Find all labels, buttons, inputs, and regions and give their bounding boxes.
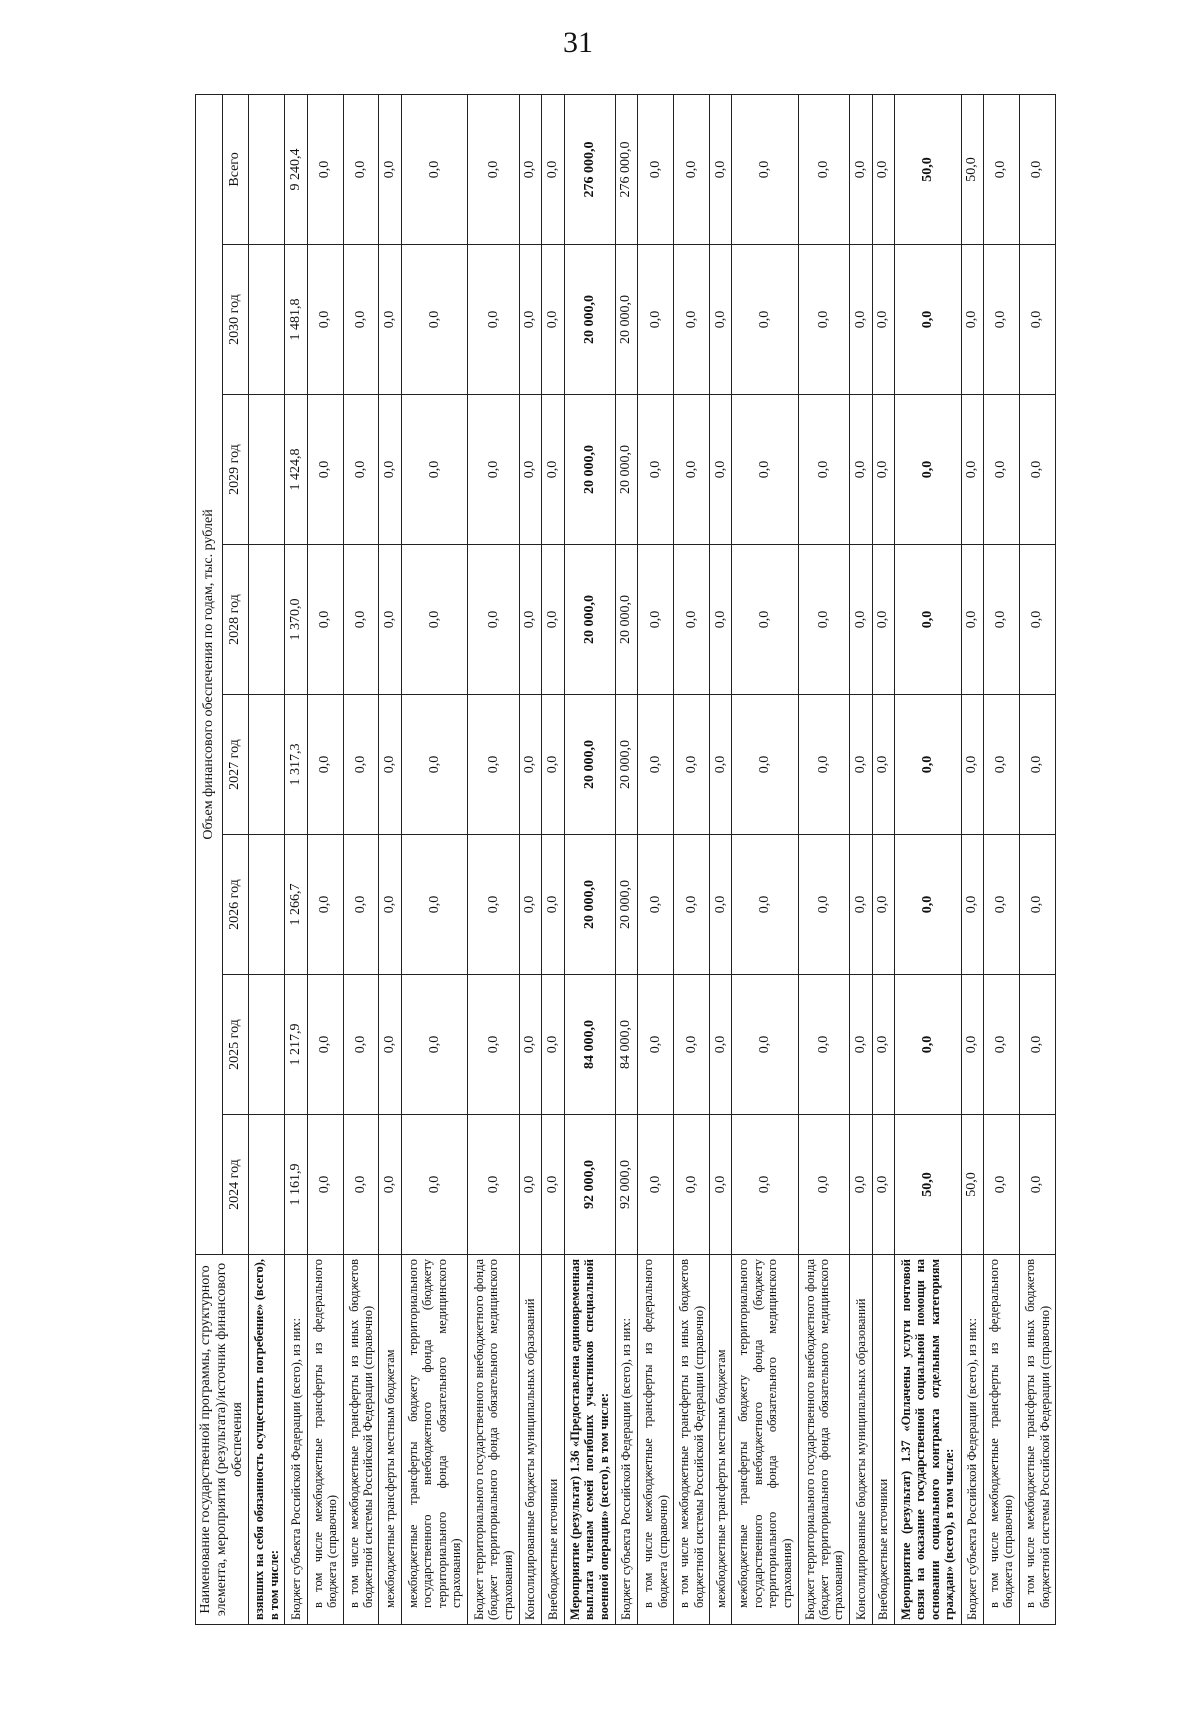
value-cell: 0,0 xyxy=(732,1115,799,1255)
header-year: 2027 год xyxy=(222,695,249,835)
value-cell: 0,0 xyxy=(519,695,541,835)
row-label: в том числе межбюджетные трансферты из иных бюджетов бюджетной системы Российской Федерации (справочно) xyxy=(1019,1255,1055,1625)
table-row xyxy=(401,94,468,1624)
value-cell xyxy=(249,835,285,975)
row-label: Внебюджетные источники xyxy=(542,1255,564,1625)
value-cell: 0,0 xyxy=(732,395,799,545)
value-cell: 0,0 xyxy=(1019,245,1055,395)
table-row xyxy=(542,94,564,1624)
value-cell: 0,0 xyxy=(961,545,983,695)
value-cell: 0,0 xyxy=(984,395,1020,545)
value-cell: 0,0 xyxy=(850,245,872,395)
value-cell: 0,0 xyxy=(343,695,379,835)
table-row xyxy=(850,94,872,1624)
row-label: взявших на себя обязанность осуществить погребение» (всего), в том числе: xyxy=(249,1255,285,1625)
value-cell: 0,0 xyxy=(895,395,962,545)
value-cell: 0,0 xyxy=(638,835,674,975)
value-cell: 0,0 xyxy=(307,94,343,244)
value-cell: 0,0 xyxy=(872,835,894,975)
value-cell: 0,0 xyxy=(542,545,564,695)
page-number: 31 xyxy=(563,26,593,59)
value-cell: 0,0 xyxy=(872,545,894,695)
value-cell: 276 000,0 xyxy=(564,94,615,244)
table-row xyxy=(895,94,962,1624)
row-label: Бюджет субъекта Российской Федерации (всего), из них: xyxy=(615,1255,637,1625)
header-row-1 xyxy=(196,94,223,1624)
value-cell: 0,0 xyxy=(872,695,894,835)
value-cell: 0,0 xyxy=(468,975,519,1115)
value-cell: 0,0 xyxy=(710,835,732,975)
row-label: в том числе межбюджетные трансферты из иных бюджетов бюджетной системы Российской Федерации (справочно) xyxy=(674,1255,710,1625)
value-cell: 0,0 xyxy=(984,94,1020,244)
value-cell: 0,0 xyxy=(379,245,401,395)
value-cell: 0,0 xyxy=(850,545,872,695)
value-cell: 20 000,0 xyxy=(564,395,615,545)
table-row xyxy=(798,94,849,1624)
value-cell: 20 000,0 xyxy=(615,835,637,975)
value-cell: 0,0 xyxy=(542,975,564,1115)
value-cell: 0,0 xyxy=(307,975,343,1115)
value-cell: 0,0 xyxy=(895,835,962,975)
row-label: межбюджетные трансферты бюджету территориального государственного внебюджетного фонда (бюджету территориального фонда обязательного медицинского страхования) xyxy=(401,1255,468,1625)
value-cell: 0,0 xyxy=(798,975,849,1115)
value-cell: 1 317,3 xyxy=(285,695,307,835)
value-cell: 0,0 xyxy=(542,94,564,244)
value-cell: 0,0 xyxy=(710,245,732,395)
value-cell: 0,0 xyxy=(638,695,674,835)
value-cell: 0,0 xyxy=(850,695,872,835)
value-cell: 0,0 xyxy=(519,395,541,545)
value-cell: 0,0 xyxy=(307,395,343,545)
value-cell: 0,0 xyxy=(961,835,983,975)
value-cell: 0,0 xyxy=(401,835,468,975)
value-cell: 0,0 xyxy=(1019,695,1055,835)
table-row xyxy=(343,94,379,1624)
value-cell: 0,0 xyxy=(519,975,541,1115)
value-cell: 0,0 xyxy=(674,545,710,695)
value-cell: 0,0 xyxy=(984,545,1020,695)
value-cell: 0,0 xyxy=(895,695,962,835)
value-cell: 0,0 xyxy=(732,245,799,395)
value-cell: 0,0 xyxy=(1019,1115,1055,1255)
value-cell: 20 000,0 xyxy=(615,695,637,835)
value-cell: 0,0 xyxy=(307,1115,343,1255)
table-row xyxy=(285,94,307,1624)
value-cell: 0,0 xyxy=(401,245,468,395)
header-year: 2030 год xyxy=(222,245,249,395)
value-cell: 20 000,0 xyxy=(564,835,615,975)
value-cell: 0,0 xyxy=(343,975,379,1115)
value-cell: 0,0 xyxy=(674,695,710,835)
value-cell: 0,0 xyxy=(379,1115,401,1255)
row-label: в том числе межбюджетные трансферты из федерального бюджета (справочно) xyxy=(984,1255,1020,1625)
header-year: 2026 год xyxy=(222,835,249,975)
value-cell: 0,0 xyxy=(468,94,519,244)
value-cell: 0,0 xyxy=(638,975,674,1115)
value-cell: 0,0 xyxy=(401,695,468,835)
value-cell: 0,0 xyxy=(1019,545,1055,695)
value-cell: 0,0 xyxy=(1019,975,1055,1115)
row-label: в том числе межбюджетные трансферты из федерального бюджета (справочно) xyxy=(307,1255,343,1625)
value-cell: 20 000,0 xyxy=(564,245,615,395)
value-cell: 0,0 xyxy=(984,975,1020,1115)
value-cell: 0,0 xyxy=(798,245,849,395)
value-cell: 50,0 xyxy=(895,94,962,244)
value-cell: 0,0 xyxy=(961,695,983,835)
value-cell: 0,0 xyxy=(984,695,1020,835)
table-row xyxy=(638,94,674,1624)
value-cell: 0,0 xyxy=(307,245,343,395)
value-cell: 50,0 xyxy=(895,1115,962,1255)
value-cell: 0,0 xyxy=(638,94,674,244)
table-row xyxy=(674,94,710,1624)
row-label: в том числе межбюджетные трансферты из федерального бюджета (справочно) xyxy=(638,1255,674,1625)
value-cell: 0,0 xyxy=(872,245,894,395)
value-cell: 0,0 xyxy=(379,94,401,244)
value-cell: 0,0 xyxy=(674,1115,710,1255)
row-label: Мероприятие (результат) 1.37 «Оплачены услуги почтовой связи на оказание государственной социальной помощи на основании социального контракта отдельным категориям граждан» (всего), в том числе: xyxy=(895,1255,962,1625)
header-year: 2025 год xyxy=(222,975,249,1115)
value-cell: 1 217,9 xyxy=(285,975,307,1115)
value-cell: 0,0 xyxy=(872,1115,894,1255)
value-cell: 0,0 xyxy=(732,695,799,835)
row-label: Бюджет субъекта Российской Федерации (всего), из них: xyxy=(961,1255,983,1625)
table-row xyxy=(379,94,401,1624)
table-row xyxy=(468,94,519,1624)
value-cell: 0,0 xyxy=(401,545,468,695)
header-year: Всего xyxy=(222,94,249,244)
value-cell xyxy=(249,545,285,695)
value-cell: 20 000,0 xyxy=(615,395,637,545)
header-group: Объем финансового обеспечения по годам, тыс. рублей xyxy=(196,94,223,1254)
table-row xyxy=(1019,94,1055,1624)
value-cell: 0,0 xyxy=(379,395,401,545)
table-row xyxy=(732,94,799,1624)
value-cell: 0,0 xyxy=(984,245,1020,395)
value-cell: 20 000,0 xyxy=(564,695,615,835)
value-cell: 0,0 xyxy=(798,695,849,835)
value-cell: 0,0 xyxy=(674,245,710,395)
value-cell: 0,0 xyxy=(401,94,468,244)
value-cell: 0,0 xyxy=(732,545,799,695)
row-label: в том числе межбюджетные трансферты из иных бюджетов бюджетной системы Российской Федерации (справочно) xyxy=(343,1255,379,1625)
value-cell: 0,0 xyxy=(401,975,468,1115)
value-cell: 0,0 xyxy=(379,695,401,835)
value-cell: 0,0 xyxy=(710,1115,732,1255)
value-cell: 0,0 xyxy=(732,835,799,975)
value-cell: 20 000,0 xyxy=(564,545,615,695)
value-cell: 1 370,0 xyxy=(285,545,307,695)
value-cell: 0,0 xyxy=(872,975,894,1115)
value-cell xyxy=(249,1115,285,1255)
value-cell: 0,0 xyxy=(710,695,732,835)
value-cell: 50,0 xyxy=(961,1115,983,1255)
value-cell: 0,0 xyxy=(961,395,983,545)
value-cell: 0,0 xyxy=(1019,395,1055,545)
value-cell: 0,0 xyxy=(1019,835,1055,975)
value-cell: 0,0 xyxy=(343,94,379,244)
value-cell: 0,0 xyxy=(674,395,710,545)
value-cell: 0,0 xyxy=(674,94,710,244)
value-cell: 1 481,8 xyxy=(285,245,307,395)
value-cell: 0,0 xyxy=(961,975,983,1115)
value-cell: 0,0 xyxy=(872,94,894,244)
financing-table xyxy=(195,94,1056,1625)
value-cell: 276 000,0 xyxy=(615,94,637,244)
value-cell xyxy=(249,395,285,545)
value-cell: 0,0 xyxy=(984,1115,1020,1255)
value-cell: 0,0 xyxy=(1019,94,1055,244)
value-cell xyxy=(249,695,285,835)
row-label: Консолидированные бюджеты муниципальных образований xyxy=(850,1255,872,1625)
value-cell: 92 000,0 xyxy=(564,1115,615,1255)
value-cell xyxy=(249,245,285,395)
table-row xyxy=(710,94,732,1624)
value-cell: 0,0 xyxy=(674,975,710,1115)
table-row xyxy=(519,94,541,1624)
value-cell: 0,0 xyxy=(307,695,343,835)
value-cell: 0,0 xyxy=(850,94,872,244)
value-cell: 0,0 xyxy=(379,545,401,695)
table-row xyxy=(961,94,983,1624)
header-year: 2024 год xyxy=(222,1115,249,1255)
rotated-table-container xyxy=(195,95,1052,1625)
value-cell: 92 000,0 xyxy=(615,1115,637,1255)
row-label: Бюджет субъекта Российской Федерации (всего), из них: xyxy=(285,1255,307,1625)
value-cell: 0,0 xyxy=(519,835,541,975)
row-label: межбюджетные трансферты бюджету территориального государственного внебюджетного фонда (бюджету территориального фонда обязательного медицинского страхования) xyxy=(732,1255,799,1625)
row-label: межбюджетные трансферты местным бюджетам xyxy=(710,1255,732,1625)
value-cell: 0,0 xyxy=(798,545,849,695)
value-cell: 0,0 xyxy=(379,975,401,1115)
value-cell: 0,0 xyxy=(895,975,962,1115)
value-cell: 0,0 xyxy=(798,395,849,545)
value-cell: 0,0 xyxy=(401,1115,468,1255)
table-row xyxy=(872,94,894,1624)
row-label: Бюджет территориального государственного внебюджетного фонда (бюджет территориального фонда обязательного медицинского страхования) xyxy=(798,1255,849,1625)
value-cell: 0,0 xyxy=(710,545,732,695)
value-cell: 0,0 xyxy=(307,545,343,695)
value-cell: 0,0 xyxy=(638,395,674,545)
value-cell: 0,0 xyxy=(468,545,519,695)
value-cell: 84 000,0 xyxy=(564,975,615,1115)
value-cell xyxy=(249,975,285,1115)
value-cell: 20 000,0 xyxy=(615,245,637,395)
value-cell: 0,0 xyxy=(468,1115,519,1255)
value-cell: 0,0 xyxy=(401,395,468,545)
value-cell: 0,0 xyxy=(542,695,564,835)
value-cell: 0,0 xyxy=(343,1115,379,1255)
value-cell: 9 240,4 xyxy=(285,94,307,244)
value-cell: 0,0 xyxy=(307,835,343,975)
value-cell: 0,0 xyxy=(674,835,710,975)
value-cell: 1 424,8 xyxy=(285,395,307,545)
value-cell: 0,0 xyxy=(961,245,983,395)
value-cell: 1 161,9 xyxy=(285,1115,307,1255)
value-cell: 0,0 xyxy=(798,1115,849,1255)
value-cell: 0,0 xyxy=(850,1115,872,1255)
row-label: Внебюджетные источники xyxy=(872,1255,894,1625)
value-cell: 0,0 xyxy=(542,395,564,545)
table-row xyxy=(249,94,285,1624)
header-year: 2029 год xyxy=(222,395,249,545)
value-cell: 20 000,0 xyxy=(615,545,637,695)
value-cell: 0,0 xyxy=(343,835,379,975)
value-cell: 0,0 xyxy=(895,545,962,695)
row-label: Мероприятие (результат) 1.36 «Предоставлена единовременная выплата членам семей погибших участников специальной военной операции» (всего), в том числе: xyxy=(564,1255,615,1625)
value-cell: 0,0 xyxy=(710,975,732,1115)
value-cell: 0,0 xyxy=(732,94,799,244)
table-row xyxy=(307,94,343,1624)
value-cell: 0,0 xyxy=(638,1115,674,1255)
value-cell: 0,0 xyxy=(519,545,541,695)
value-cell: 1 266,7 xyxy=(285,835,307,975)
value-cell: 84 000,0 xyxy=(615,975,637,1115)
value-cell xyxy=(249,94,285,244)
value-cell: 0,0 xyxy=(519,94,541,244)
value-cell: 0,0 xyxy=(710,395,732,545)
table-row xyxy=(615,94,637,1624)
value-cell: 0,0 xyxy=(379,835,401,975)
table-body xyxy=(249,94,1056,1624)
value-cell: 0,0 xyxy=(984,835,1020,975)
value-cell: 0,0 xyxy=(343,395,379,545)
row-label: Консолидированные бюджеты муниципальных образований xyxy=(519,1255,541,1625)
value-cell: 0,0 xyxy=(542,835,564,975)
value-cell: 0,0 xyxy=(468,835,519,975)
value-cell: 0,0 xyxy=(343,245,379,395)
value-cell: 0,0 xyxy=(872,395,894,545)
value-cell: 0,0 xyxy=(542,245,564,395)
value-cell: 0,0 xyxy=(850,395,872,545)
value-cell: 0,0 xyxy=(850,835,872,975)
value-cell: 0,0 xyxy=(519,1115,541,1255)
value-cell: 0,0 xyxy=(798,835,849,975)
value-cell: 0,0 xyxy=(542,1115,564,1255)
row-label: межбюджетные трансферты местным бюджетам xyxy=(379,1255,401,1625)
table-row xyxy=(984,94,1020,1624)
value-cell: 0,0 xyxy=(638,245,674,395)
table-row xyxy=(564,94,615,1624)
value-cell: 0,0 xyxy=(895,245,962,395)
value-cell: 0,0 xyxy=(638,545,674,695)
value-cell: 0,0 xyxy=(710,94,732,244)
value-cell: 0,0 xyxy=(468,245,519,395)
value-cell: 0,0 xyxy=(732,975,799,1115)
value-cell: 0,0 xyxy=(850,975,872,1115)
value-cell: 0,0 xyxy=(343,545,379,695)
value-cell: 0,0 xyxy=(468,695,519,835)
value-cell: 0,0 xyxy=(519,245,541,395)
header-year: 2028 год xyxy=(222,545,249,695)
value-cell: 50,0 xyxy=(961,94,983,244)
value-cell: 0,0 xyxy=(468,395,519,545)
value-cell: 0,0 xyxy=(798,94,849,244)
header-name-column: Наименование государственной программы, структурного элемента, мероприятия (результата)/источник финансового обеспечения xyxy=(196,1255,249,1625)
row-label: Бюджет территориального государственного внебюджетного фонда (бюджет территориального фонда обязательного медицинского страхования) xyxy=(468,1255,519,1625)
